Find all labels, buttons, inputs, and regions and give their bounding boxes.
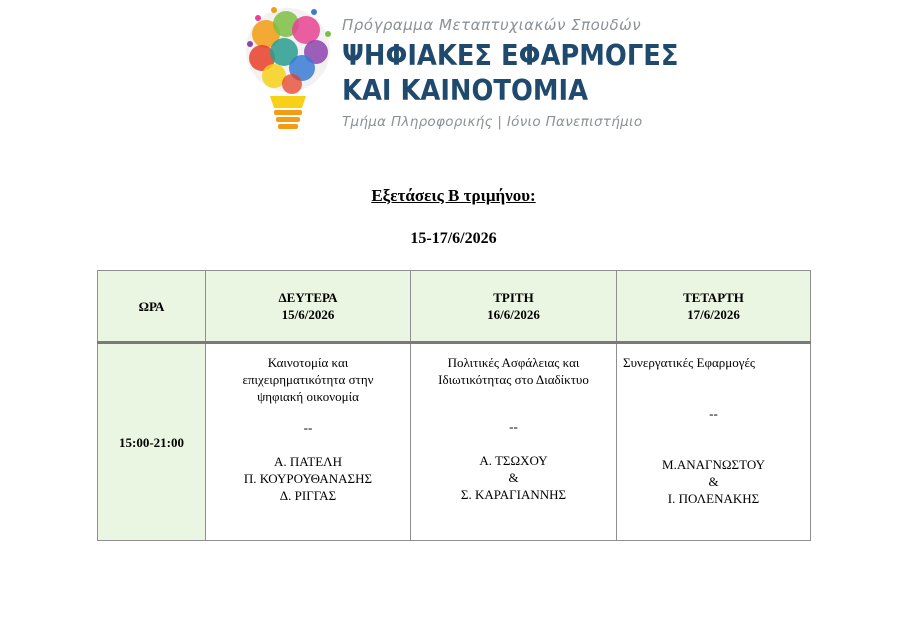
- professor-name: Μ.ΑΝΑΓΝΩΣΤΟΥ: [662, 457, 765, 472]
- professors: [411, 452, 616, 503]
- separator: --: [509, 419, 518, 434]
- table-row: [98, 343, 811, 541]
- course-line: επιχειρηματικότητα στην: [242, 372, 374, 387]
- lightbulb-logo-icon: [244, 4, 334, 140]
- separator: --: [303, 420, 313, 435]
- professors: [206, 453, 410, 504]
- day-date: 17/6/2026: [687, 307, 740, 322]
- logo-title-line-1: ΨΗΦΙΑΚΕΣ ΕΦΑΡΜΟΓΕΣ: [342, 39, 679, 72]
- professor-name: Ι. ΠΟΛΕΝΑΚΗΣ: [667, 491, 760, 506]
- day-date: 16/6/2026: [487, 307, 540, 322]
- logo-title-line-2: ΚΑΙ ΚΑΙΝΟΤΟΜΙΑ: [342, 74, 589, 107]
- course-title: [411, 344, 616, 388]
- exam-date-range: 15-17/6/2026: [410, 230, 497, 247]
- professor-name: &: [508, 470, 519, 485]
- day-header-tuesday: [411, 271, 617, 343]
- exam-schedule-table: [97, 270, 811, 541]
- day-header-monday: [206, 271, 411, 343]
- day-header-wednesday: [617, 271, 811, 343]
- professor-name: Π. ΚΟΥΡΟΥΘΑΝΑΣΗΣ: [243, 471, 373, 486]
- logo-footer: Τμήμα Πληροφορικής | Ιόνιο Πανεπιστήμιο: [342, 114, 643, 130]
- course-line: Καινοτομία και: [267, 355, 349, 370]
- course-line: Συνεργατικές Εφαρμογές: [623, 355, 756, 370]
- hour-column-header: ΩΡΑ: [98, 271, 206, 343]
- exam-cell-tuesday: [411, 343, 617, 541]
- professor-name: &: [708, 474, 719, 489]
- course-title: [617, 344, 810, 371]
- table-header-row: [98, 271, 811, 343]
- course-title: [206, 344, 410, 405]
- course-line: ψηφιακή οικονομία: [257, 389, 359, 404]
- document-title: Εξετάσεις Β τριμήνου:: [371, 186, 536, 205]
- professor-name: Σ. ΚΑΡΑΓΙΑΝΝΗΣ: [460, 487, 567, 502]
- professor-name: Α. ΤΣΩΧΟΥ: [479, 453, 548, 468]
- exam-cell-wednesday: [617, 343, 811, 541]
- separator: --: [709, 406, 718, 421]
- day-name: ΤΡΙΤΗ: [493, 290, 534, 305]
- professor-name: Δ. ΡΙΓΓΑΣ: [279, 488, 337, 503]
- course-line: Ιδιωτικότητας στο Διαδίκτυο: [438, 372, 589, 387]
- exam-cell-monday: [206, 343, 411, 541]
- day-name: ΔΕΥΤΕΡΑ: [278, 290, 338, 305]
- professors: [617, 456, 810, 507]
- professor-name: Α. ΠΑΤΕΛΗ: [274, 454, 342, 469]
- day-date: 15/6/2026: [281, 307, 335, 322]
- course-line: Πολιτικές Ασφάλειας και: [447, 355, 580, 370]
- day-name: ΤΕΤΑΡΤΗ: [683, 290, 744, 305]
- exam-hour-cell: 15:00-21:00: [98, 343, 206, 541]
- program-logo: [244, 4, 679, 140]
- logo-subtitle: Πρόγραμμα Μεταπτυχιακών Σπουδών: [342, 16, 642, 34]
